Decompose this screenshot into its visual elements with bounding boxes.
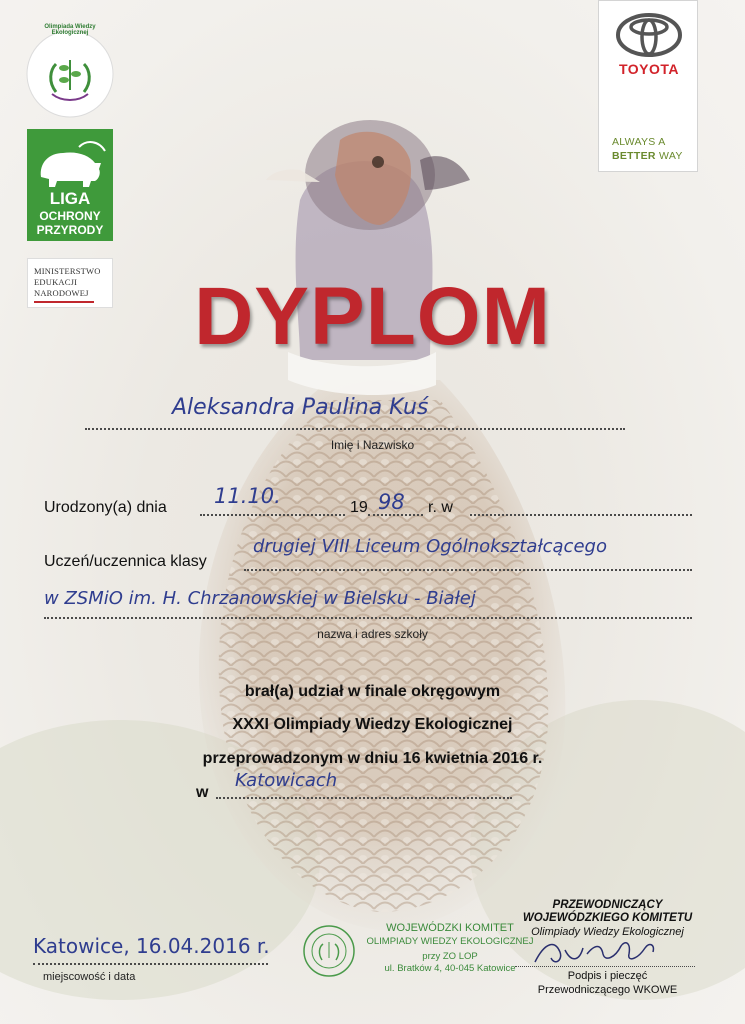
committee-line-1: WOJEWÓDZKI KOMITET: [386, 922, 514, 934]
toyota-slogan-line-2: [612, 150, 683, 162]
school-line-2-dotted: [44, 617, 692, 619]
committee-line-3: przy ZO LOP: [422, 951, 478, 962]
signature-dotted-line: [515, 966, 695, 967]
birth-year-dotted-line: [368, 514, 423, 516]
statement-line-1: brał(a) udział w finale okręgowym: [244, 683, 501, 700]
school-line-2: w ZSMiO im. H. Chrzanowskiej w Bielsku - Białej: [44, 588, 476, 609]
place-and-date: Katowice, 16.04.2016 r.: [33, 934, 270, 958]
place-date-caption: miejscowość i data: [43, 971, 136, 983]
men-line-1: MINISTERSTWO: [34, 266, 101, 276]
liga-ochrony-przyrody-logo: [27, 129, 113, 241]
przyrody-word: PRZYRODY: [36, 223, 104, 237]
toyota-wordmark: TOYOTA: [618, 61, 680, 77]
chair-title-3: Olimpiady Wiedzy Ekologicznej: [531, 926, 684, 938]
school-line-1: drugiej VIII Liceum Ogólnokształcącego: [253, 536, 607, 557]
toyota-logo: [598, 0, 698, 172]
birth-date-dotted-line: [200, 514, 345, 516]
school-caption: nazwa i adres szkoły: [317, 627, 428, 641]
statement-line-2: XXXI Olimpiady Wiedzy Ekologicznej: [232, 716, 513, 733]
name-dotted-line: [85, 428, 625, 430]
chair-title-1: PRZEWODNICZĄCY: [552, 899, 663, 911]
toyota-slogan-line-1: ALWAYS A: [612, 136, 666, 148]
olimpiada-logo: [26, 30, 114, 118]
signature-caption-2: Przewodniczącego WKOWE: [537, 984, 678, 996]
birth-label: Urodzony(a) dnia: [44, 499, 167, 516]
chair-title-2: WOJEWÓDZKIEGO KOMITETU: [522, 912, 693, 924]
ochrony-word: OCHRONY: [39, 209, 101, 223]
men-line-2: EDUKACJI: [34, 277, 78, 287]
olimpiada-logo-text: Olimpiada Wiedzy Ekologicznej: [44, 24, 96, 36]
birth-year-suffix: 98: [378, 490, 405, 514]
birth-date: 11.10.: [214, 484, 281, 508]
school-label: Uczeń/uczennica klasy: [44, 553, 207, 570]
place-dotted-line: [216, 797, 512, 799]
competition-place: Katowicach: [235, 770, 338, 791]
liga-word: LIGA: [49, 189, 91, 208]
place-date-dotted-line: [33, 963, 268, 965]
place-prefix: w: [196, 784, 209, 801]
birth-year-end: r. w: [428, 499, 453, 516]
committee-line-4: ul. Bratków 4, 40-045 Katowice: [384, 963, 516, 974]
diploma-title: DYPLOM: [194, 271, 551, 362]
toyota-slogan-better: BETTER: [612, 150, 656, 162]
committee-stamp-icon: [302, 924, 356, 978]
signature-caption-1: Podpis i pieczęć: [567, 970, 648, 982]
committee-line-2: OLIMPIADY WIEDZY EKOLOGICZNEJ: [366, 936, 534, 947]
name-caption: Imię i Nazwisko: [330, 438, 415, 452]
men-line-3: NARODOWEJ: [34, 288, 89, 298]
toyota-emblem-icon: [599, 7, 699, 67]
bison-icon: [27, 133, 113, 193]
birth-place-dotted-line: [470, 514, 692, 516]
recipient-name: Aleksandra Paulina Kuś: [172, 395, 429, 420]
birth-year-prefix: 19: [350, 499, 368, 516]
school-line-1-dotted: [244, 569, 692, 571]
toyota-slogan-way: WAY: [655, 150, 683, 162]
statement-line-3: przeprowadzonym w dniu 16 kwietnia 2016 r.: [202, 750, 543, 767]
